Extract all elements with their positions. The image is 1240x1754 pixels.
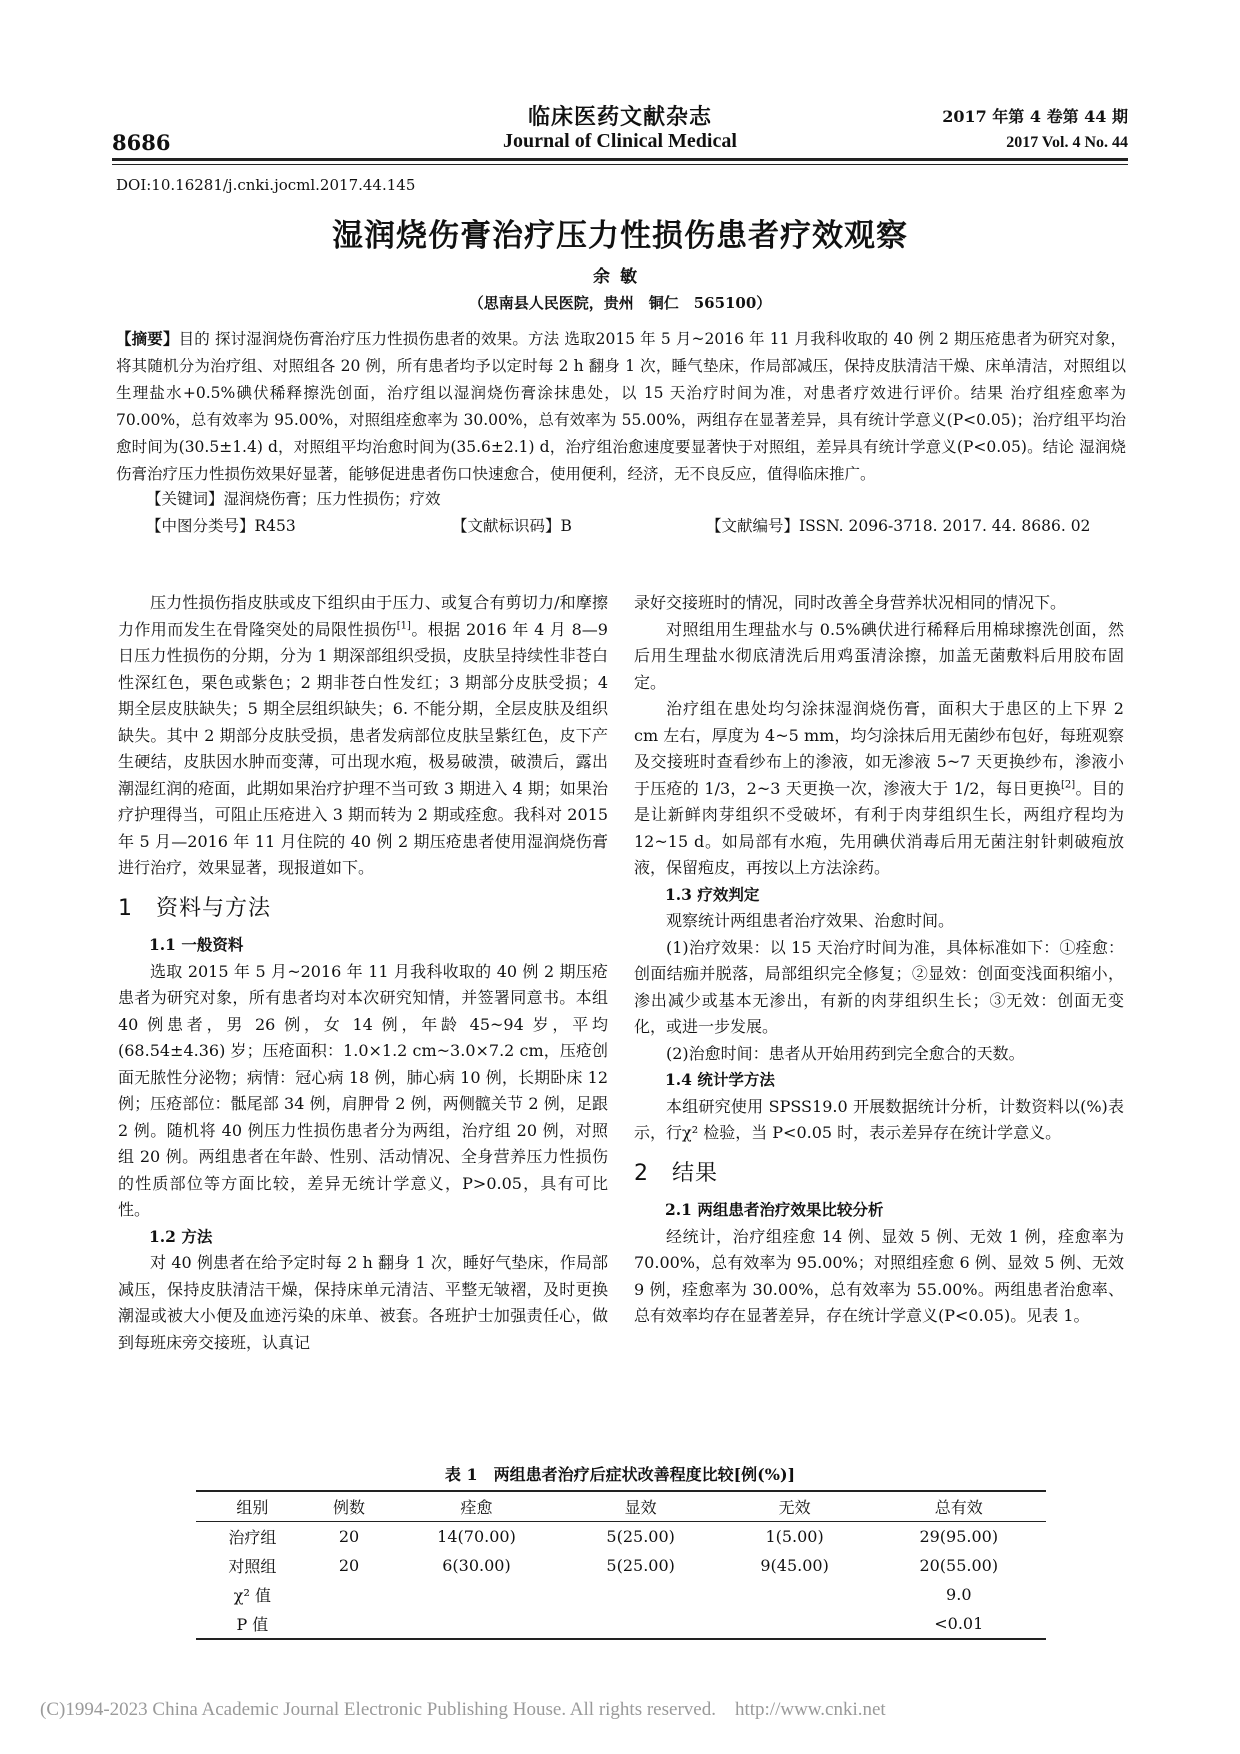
treatment-text-cont: 。目的是让新鲜肉芽组织不受破坏，有利于肉芽组织生长，两组疗程均为 12~15 d。如局部有水疱，先用碘伏消毒后用无菌注射针刺破疱放液，保留疱皮，再按以上方法涂药。: [634, 778, 1124, 877]
section-2-1-heading: 2.1 两组患者治疗效果比较分析: [665, 1200, 884, 1219]
table-row: [196, 1551, 1046, 1580]
keywords-text: 湿润烧伤膏；压力性损伤；疗效: [223, 490, 441, 508]
journal-title-cn: 临床医药文献杂志: [527, 104, 712, 130]
table-header-cell: 组别: [196, 1491, 309, 1522]
section-1-2-paragraph: 对 40 例患者在给予定时每 2 h 翻身 1 次，睡好气垫床，作局部减压，保持皮肤清洁干燥，保持床单元清洁、平整无皱褶，及时更换潮湿或被大小便及血迹污染的床单、被套。各班护士加强责任心，做到每班床旁交接班，认真记: [118, 1253, 608, 1352]
abstract: [116, 325, 1126, 488]
issue-info-en: 2017 Vol. 4 No. 44: [1006, 134, 1128, 151]
control-method-paragraph: 对照组用生理盐水与 0.5%碘伏进行稀释后用棉球擦洗创面，然后用生理盐水彻底清洗后用鸡蛋清涂擦，加盖无菌敷料后用胶布固定。: [634, 619, 1124, 692]
article-no-item: [706, 514, 1090, 536]
intro-text: 压力性损伤指皮肤或皮下组织由于压力、或复合有剪切力/和摩擦力作用而发生在骨隆突处的局限性损伤: [118, 593, 608, 639]
table-cell: 29(95.00): [919, 1527, 999, 1546]
table-cell: P 值: [196, 1609, 309, 1639]
table-header-cell: 无效: [718, 1491, 872, 1522]
table-cell: 对照组: [228, 1557, 277, 1576]
table-cell: 9.0: [946, 1585, 972, 1604]
table-header-row: [196, 1491, 1046, 1522]
table-cell: 20: [338, 1527, 360, 1546]
section-1-1-heading: 1.1 一般资料: [149, 935, 244, 954]
abstract-text: 目的 探讨湿润烧伤膏治疗压力性损伤患者的效果。方法 选取2015 年 5 月~2016 年 11 月我科收取的 40 例 2 期压疮患者为研究对象，将其随机分为治疗组、对照组各 20 例，所有患者均予以定时每 2 h 翻身 1 次，睡气垫床，作局部减压，保持皮肤清洁干燥、床单清洁，对照组以生理盐水+0.5%碘伏稀释擦洗创面，治疗组以湿润烧伤膏涂抹患处，以 15 天治疗时间为准，对患者疗效进行评价。结果 治疗组痊愈率为 70.00%，总有效率为 95.00%，对照组痊愈率为 30.00%，总有效率为 55.00%，两组存在显著差异，具有统计学意义(P<0.05)；治疗组平均治愈时间为(30.5±1.4) d，对照组平均治愈时间为(35.6±2.1) d，治疗组治愈速度要显著快于对照组，差异具有统计学意义(P<0.05)。结论 湿润烧伤膏治疗压力性损伤效果好显著，能够促进患者伤口快速愈合，使用便利，经济，无不良反应，值得临床推广。: [116, 330, 1126, 483]
ref-2: [2]: [1061, 779, 1076, 791]
section-1-3-2-paragraph: (2)治愈时间：患者从开始用药到完全愈合的天数。: [666, 1043, 1025, 1063]
treatment-method-paragraph: [634, 696, 1124, 882]
doc-code-value: B: [560, 517, 572, 535]
copyright-footer: (C)1994-2023 China Academic Journal Electronic Publishing House. All rights reserved. http://www.cnki.net: [40, 1699, 886, 1720]
table-cell: [389, 1609, 563, 1639]
header-rule-thick: [112, 158, 1128, 161]
table-cell: [564, 1580, 718, 1609]
section-1-2-heading: 1.2 方法: [149, 1226, 213, 1246]
section-1-3-paragraph: 观察统计两组患者治疗效果、治愈时间。: [666, 911, 955, 930]
header-rule-thin: [112, 164, 1128, 165]
clc-label: 【中图分类号】: [146, 517, 255, 535]
intro-text-cont: 。根据 2016 年 4 月 8—9 日压力性损伤的分期，分为 1 期深部组织受损，皮肤呈持续性非苍白性深红色，栗色或紫色；2 期非苍白性发红；3 期部分皮肤受损；4 期全层皮肤缺失；5 期全层组织缺失；6. 不能分期，全层皮肤及组织缺失。其中 2 期部分皮肤受损，患者发病部位皮肤呈紫红色，皮下产生硬结，皮肤因水肿而变薄，可出现水疱，极易破溃，破溃后，露出潮湿红润的疮面，此期如果治疗护理不当可致 3 期进入 4 期；如果治疗护理得当，可阻止压疮进入 3 期而转为 2 期或痊愈。我科对 2015 年 5 月—2016 年 11 月住院的 40 例 2 期压疮患者使用湿润烧伤膏进行治疗，效果显著，现报道如下。: [118, 619, 608, 877]
author: 余敏: [593, 267, 647, 287]
table-cell: χ² 值: [233, 1586, 271, 1605]
clc-item: [146, 514, 296, 536]
section-2-1-paragraph: 经统计，治疗组痊愈 14 例、显效 5 例、无效 1 例，痊愈率为 70.00%，总有效率为 95.00%；对照组痊愈 6 例、显效 5 例、无效 9 例，痊愈率为 30.00%，总有效率为 55.00%。两组患者治愈率、总有效率均存在显著差异，存在统计学意义(P<0.05)。见表 1。: [634, 1226, 1124, 1325]
table-row: [196, 1580, 1046, 1609]
continuation-paragraph: 录好交接班时的情况，同时改善全身营养状况相同的情况下。: [634, 593, 1067, 612]
table-row: [196, 1609, 1046, 1639]
table-cell: [718, 1580, 872, 1609]
table-cell: 1(5.00): [765, 1527, 824, 1546]
table-header-cell: 痊愈: [389, 1491, 563, 1522]
ref-1: [1]: [396, 620, 411, 632]
body-left-column: [118, 590, 608, 1356]
affiliation: （思南县人民医院，贵州 铜仁 565100）: [468, 294, 772, 312]
section-2-heading: 2 结果: [634, 1160, 718, 1186]
table-cell: [389, 1580, 563, 1609]
table-cell: 20: [338, 1556, 360, 1575]
table-cell: [309, 1580, 390, 1609]
table-caption: 表 1 两组患者治疗后症状改善程度比较[例(%)]: [444, 1465, 796, 1484]
table-cell: 5(25.00): [606, 1527, 675, 1546]
table-cell: 6(30.00): [442, 1556, 511, 1575]
clc-value: R453: [254, 517, 296, 535]
section-1-4-paragraph: 本组研究使用 SPSS19.0 开展数据统计分析，计数资料以(%)表示，行χ² 检验，当 P<0.05 时，表示差异存在统计学意义。: [634, 1096, 1124, 1142]
results-table: [196, 1490, 1046, 1640]
section-1-4-heading: 1.4 统计学方法: [665, 1070, 775, 1089]
doc-code-item: [452, 514, 572, 536]
intro-paragraph: [118, 590, 608, 882]
keywords: [146, 487, 441, 509]
doc-code-label: 【文献标识码】: [452, 517, 561, 535]
doi: DOI:10.16281/j.cnki.jocml.2017.44.145: [116, 176, 416, 194]
table-cell: [718, 1609, 872, 1639]
article-no-value: ISSN. 2096-3718. 2017. 44. 8686. 02: [799, 517, 1091, 535]
treatment-text: 治疗组在患处均匀涂抹湿润烧伤膏，面积大于患区的上下界 2 cm 左右，厚度为 4~5 mm，均匀涂抹后用无菌纱布包好，每班观察及交接班时查看纱布上的渗液，如无渗液 5~7 天更换纱布，渗液小于压疮的 1/3，2~3 天更换一次，渗液大于 1/2，每日更换: [634, 699, 1124, 798]
table-header-cell: 显效: [564, 1491, 718, 1522]
table-cell: 5(25.00): [606, 1556, 675, 1575]
issue-info-cn: 2017 年第 4 卷第 44 期: [942, 107, 1128, 126]
table-cell: 治疗组: [228, 1528, 277, 1547]
keywords-label: 【关键词】: [146, 490, 224, 508]
table-header-cell: 总有效: [872, 1491, 1046, 1522]
abstract-label: 【摘要】: [116, 329, 179, 348]
table-cell: 20(55.00): [919, 1556, 999, 1575]
section-1-3-1-paragraph: (1)治疗效果：以 15 天治疗时间为准，具体标准如下：①痊愈：创面结痂并脱落，局部组织完全修复；②显效：创面变浅面积缩小，渗出减少或基本无渗出，有新的肉芽组织生长；③无效：创面无变化，或进一步发展。: [634, 937, 1124, 1036]
article-title: 湿润烧伤膏治疗压力性损伤患者疗效观察: [332, 218, 908, 254]
section-1-3-heading: 1.3 疗效判定: [665, 884, 760, 904]
article-no-label: 【文献编号】: [706, 517, 800, 535]
section-1-1-paragraph: 选取 2015 年 5 月~2016 年 11 月我科收取的 40 例 2 期压疮患者为研究对象，所有患者均对本次研究知情，并签署同意书。本组 40 例患者，男 26 例，女 14 例，年龄 45~94 岁，平均(68.54±4.36) 岁；压疮面积：1.0×1.2 cm~3.0×7.2 cm，压疮创面无脓性分泌物；病情：冠心病 18 例，肺心病 10 例，长期卧床 12 例；压疮部位：骶尾部 34 例，肩胛骨 2 例，两侧髋关节 2 例，足跟 2 例。随机将 40 例压力性损伤患者分为两组，治疗组 20 例，对照组 20 例。两组患者在年龄、性别、活动情况、全身营养压力性损伤的性质部位等方面比较，差异无统计学意义，P>0.05，具有可比性。: [118, 961, 608, 1219]
page-number: 8686: [112, 130, 171, 155]
table-header-cell: 例数: [309, 1491, 390, 1522]
table-cell: [564, 1609, 718, 1639]
journal-title-en: Journal of Clinical Medical: [503, 130, 737, 152]
table-cell: <0.01: [872, 1609, 1046, 1639]
table-cell: 9(45.00): [760, 1556, 829, 1575]
table-row: [196, 1522, 1046, 1552]
table-cell: 14(70.00): [437, 1527, 516, 1546]
table-cell: [309, 1609, 390, 1639]
section-1-heading: 1 资料与方法: [118, 895, 271, 921]
body-right-column: [634, 590, 1124, 1330]
